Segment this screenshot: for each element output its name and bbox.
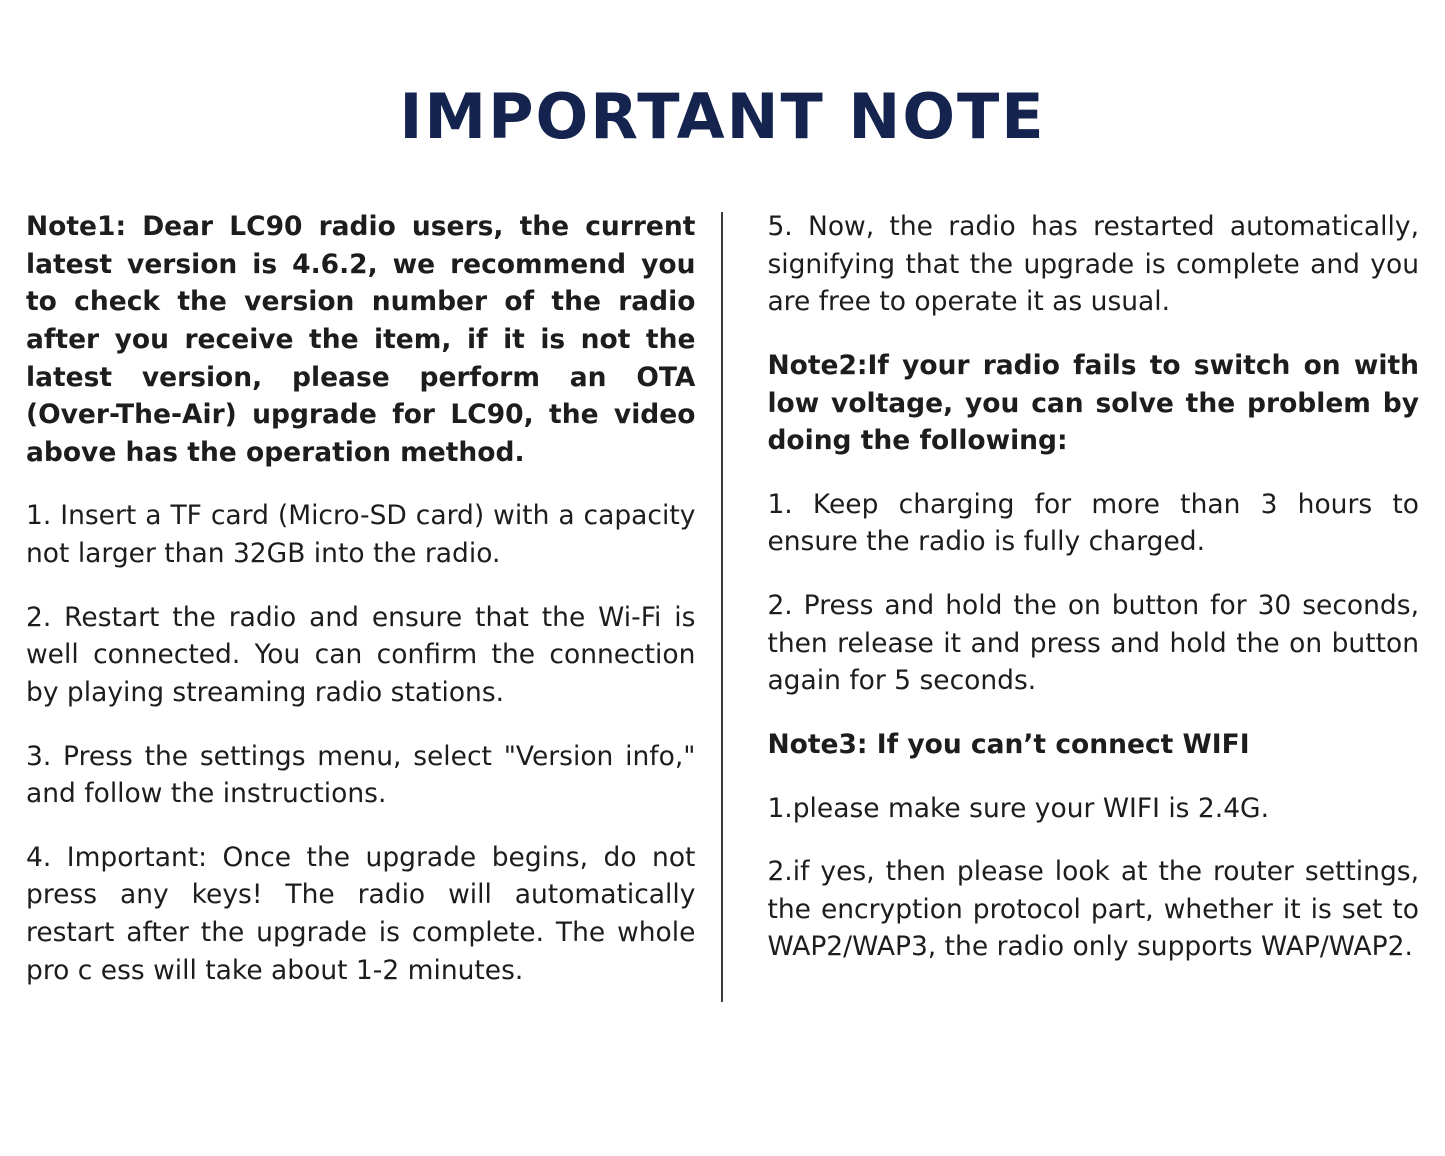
two-column-body	[0, 208, 1445, 1008]
step-2-paragraph: 2. Restart the radio and ensure that the Wi-Fi is well connected. You can confirm the connection by playing streaming radio stations.	[26, 601, 696, 708]
note3-heading: Note3: If you can’t connect WIFI	[767, 728, 1250, 760]
right-column	[723, 208, 1419, 1008]
note2-step-1-paragraph: 1. Keep charging for more than 3 hours to ensure the radio is fully charged.	[767, 488, 1419, 558]
note3-step-2-paragraph: 2.if yes, then please look at the router settings, the encryption protocol part, whether it is set to WAP2/WAP3, the radio only supports WAP/WAP2.	[767, 856, 1419, 963]
note2-heading: Note2:If your radio fails to switch on with low voltage, you can solve the problem by doing the following:	[767, 349, 1419, 457]
step-1-paragraph: 1. Insert a TF card (Micro-SD card) with a capacity not larger than 32GB into the radio.	[26, 500, 696, 569]
note1-paragraph: Note1: Dear LC90 radio users, the current latest version is 4.6.2, we recommend you to check the version number of the radio after you receive the item, if it is not the latest version, please perform an OTA (Over-The-Air) upgrade for LC90, the video above has the operation method.	[26, 211, 696, 468]
step-3-paragraph: 3. Press the settings menu, select "Version info," and follow the instructions.	[26, 740, 696, 810]
step-5-paragraph: 5. Now, the radio has restarted automatically, signifying that the upgrade is complete and you are free to operate it as usual.	[767, 211, 1419, 318]
note2-step-2-paragraph: 2. Press and hold the on button for 30 seconds, then release it and press and hold the on button again for 5 seconds.	[767, 590, 1419, 697]
step-4-paragraph: 4. Important: Once the upgrade begins, do not press any keys! The radio will automatically restart after the upgrade is complete. The whole pro c ess will take about 1-2 minutes.	[26, 841, 696, 986]
page-title: IMPORTANT NOTE	[399, 80, 1046, 153]
left-column	[26, 208, 721, 1008]
note3-step-1-paragraph: 1.please make sure your WIFI is 2.4G.	[767, 792, 1270, 824]
